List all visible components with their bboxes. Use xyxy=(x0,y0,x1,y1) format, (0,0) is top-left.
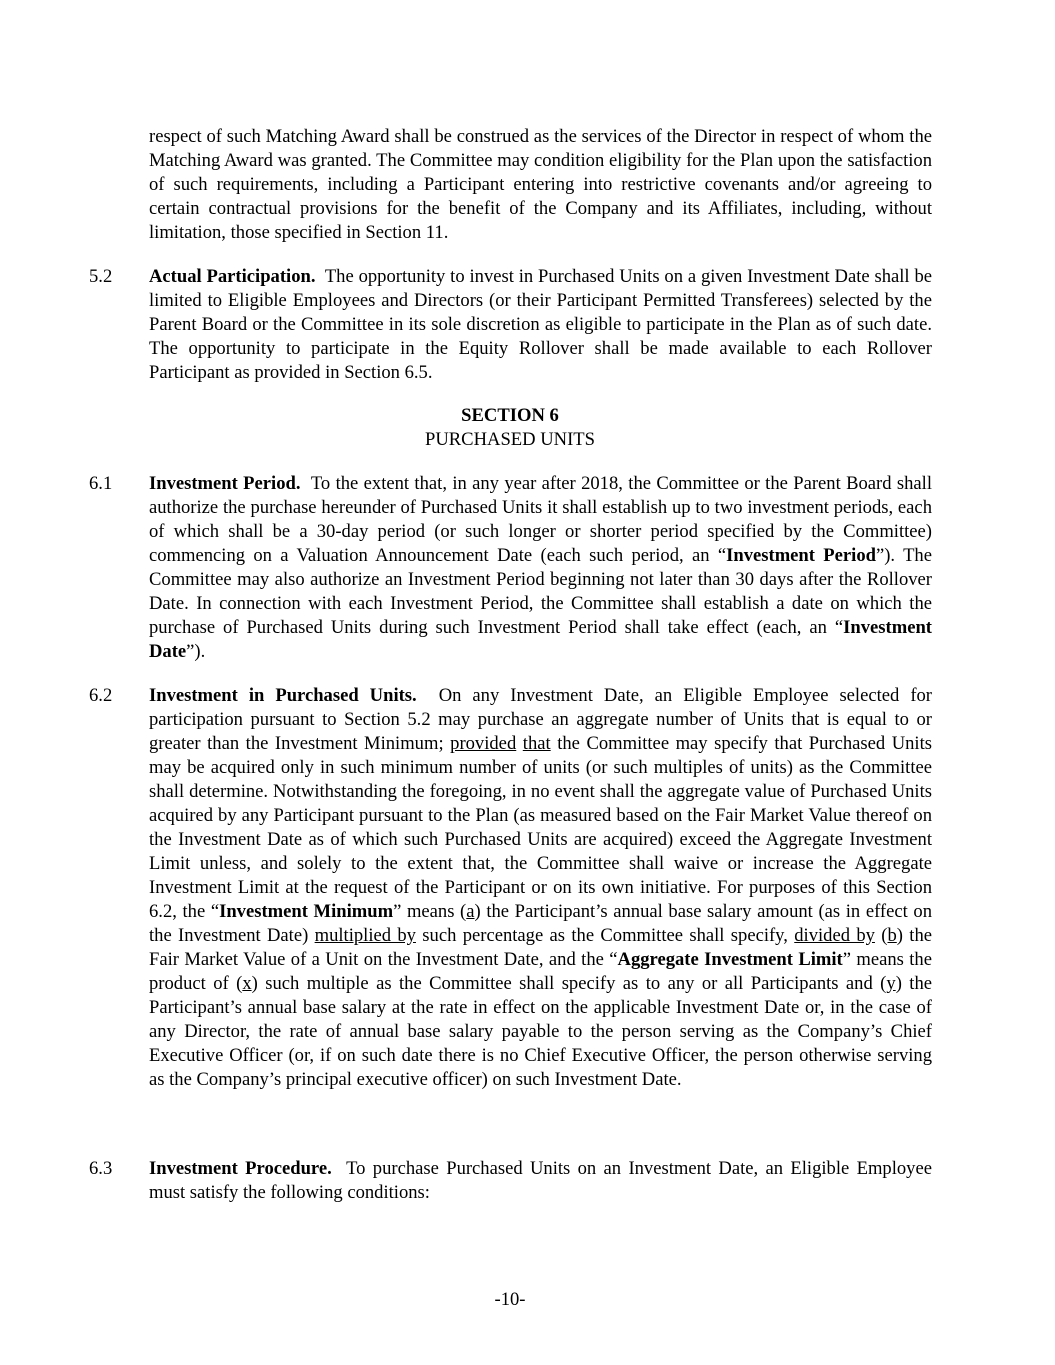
underlined-letter: a xyxy=(466,901,475,922)
underlined-term: provided xyxy=(450,733,517,754)
section-6-1 xyxy=(89,472,932,664)
section-6-3 xyxy=(89,1157,932,1205)
section-text: ) the Fair Market Value of a Unit on the Investment Date, and the “ xyxy=(149,925,933,970)
section-6-2 xyxy=(89,684,932,1092)
section-title: Actual Participation. xyxy=(149,266,316,287)
section-title: Investment in Purchased Units. xyxy=(149,685,417,706)
section-number: 6.3 xyxy=(89,1158,113,1179)
section-text: The opportunity to invest in Purchased Units on a given Investment Date shall be limited to Eligible Employees and Directors (or their Participant Permitted Transferees) selected by the Parent Board or the Committee in its sole discretion as eligible to participate in the Plan as of such date. The opportunity to participate in the Equity Rollover shall be made available to each Rollover Participant as provided in Section 6.5. xyxy=(149,266,932,383)
page-number: -10- xyxy=(494,1289,526,1310)
section-title: Investment Period. xyxy=(149,473,301,494)
underlined-letter: y xyxy=(886,973,896,994)
section-6-heading xyxy=(0,404,1020,452)
intro-paragraph xyxy=(149,125,932,245)
underlined-term: divided by xyxy=(794,925,875,946)
underlined-term: multiplied by xyxy=(314,925,416,946)
section-text: ”). xyxy=(186,641,206,662)
section-5-2 xyxy=(89,265,932,385)
section-subheading: PURCHASED UNITS xyxy=(425,429,595,450)
section-text: On any Investment Date, an Eligible Employee selected for participation pursuant to Section 5.2 may purchase an aggregate number of Units that is equal to or greater than the Investment Minimum; xyxy=(149,685,933,754)
defined-term-investment-minimum: Investment Minimum xyxy=(219,901,394,922)
section-text: ) the Participant’s annual base salary amount (as in effect on the Investment Date) xyxy=(149,901,932,946)
section-text: ) such multiple as the Committee shall specify as to any or all Participants and ( xyxy=(251,973,887,994)
defined-term-investment-date: Investment Date xyxy=(149,617,932,662)
defined-term-investment-period: Investment Period xyxy=(726,545,876,566)
section-text: the Committee may specify that Purchased Units may be acquired only in such minimum number of units (or such multiples of units) as the Committee shall determine. Notwithstanding the foregoing, in no event shall the aggregate value of Purchased Units acquired by any Participant pursuant to the Plan (as measured based on the Fair Market Value thereof on the Investment Date as of which such Purchased Units are acquired) exceed the Aggregate Investment Limit unless, and solely to the extent that, the Committee shall waive or increase the Aggregate Investment Limit at the request of the Participant or on its own initiative. For purposes of this Section 6.2, the “ xyxy=(149,733,932,922)
section-text: ”). The Committee may also authorize an Investment Period beginning not later than 30 days after the Rollover Date. In connection with each Investment Period, the Committee shall establish a date on which the purchase of Purchased Units during such Investment Period shall take effect (each, an “ xyxy=(149,545,932,638)
intro-text: respect of such Matching Award shall be construed as the services of the Director in respect of whom the Matching Award was granted. The Committee may condition eligibility for the Plan upon the satisfaction of such requirements, including a Participant entering into restrictive covenants and/or agreeing to certain contractual provisions for the benefit of the Company and its Affiliates, including, without limitation, those specified in Section 11. xyxy=(149,126,932,243)
section-text: ” means ( xyxy=(393,901,467,922)
section-text: such percentage as the Committee shall specify, xyxy=(415,925,795,946)
underlined-letter: x xyxy=(242,973,252,994)
underlined-term: that xyxy=(522,733,551,754)
defined-term-aggregate-investment-limit: Aggregate Investment Limit xyxy=(617,949,843,970)
section-number: 6.2 xyxy=(89,685,113,706)
section-text: To purchase Purchased Units on an Investment Date, an Eligible Employee must satisfy the following conditions: xyxy=(149,1158,932,1203)
section-heading: SECTION 6 xyxy=(461,405,559,426)
underlined-letter: b xyxy=(887,925,897,946)
section-number: 5.2 xyxy=(89,266,113,287)
section-text: ( xyxy=(874,925,888,946)
section-text: ” means the product of ( xyxy=(149,949,932,994)
section-title: Investment Procedure. xyxy=(149,1158,332,1179)
section-number: 6.1 xyxy=(89,473,113,494)
section-text: To the extent that, in any year after 2018, the Committee or the Parent Board shall authorize the purchase hereunder of Purchased Units it shall establish up to two investment periods, each of which shall be a 30-day period (or such longer or shorter period specified by the Committee) commencing on a Valuation Announcement Date (each such period, an “ xyxy=(149,473,932,566)
section-text: ) the Participant’s annual base salary at the rate in effect on the applicable Investment Date or, in the case of any Director, the rate of annual base salary payable to the person serving as the Company’s Chief Executive Officer (or, if on such date there is no Chief Executive Officer, the person otherwise serving as the Company’s principal executive officer) on such Investment Date. xyxy=(149,973,933,1090)
